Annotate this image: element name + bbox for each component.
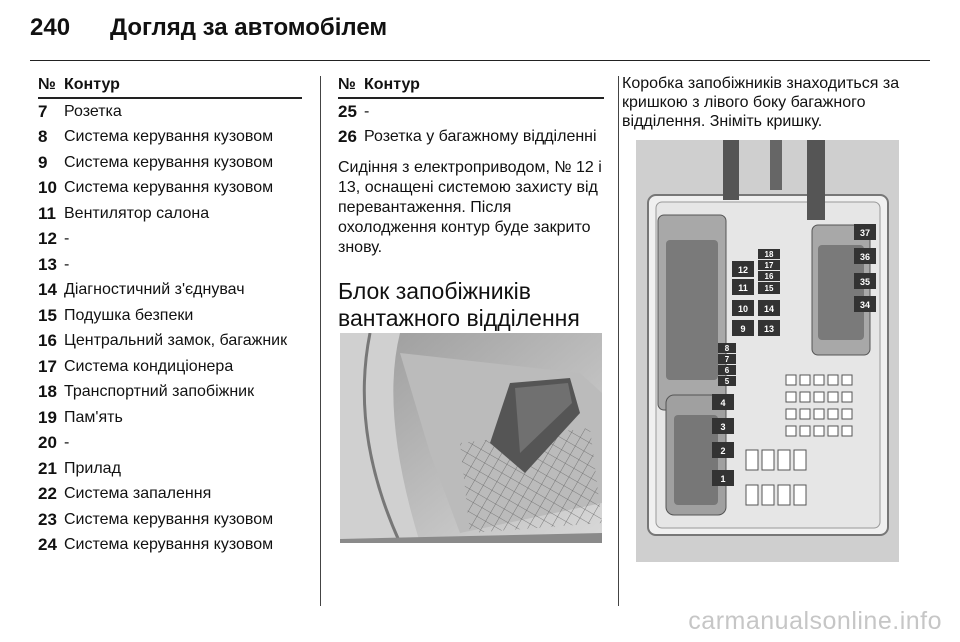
table-row: 12 - bbox=[38, 229, 70, 249]
table-row: 25 - bbox=[338, 101, 370, 121]
table-row: 14 Діагностичний з'єднувач bbox=[38, 280, 245, 300]
column-divider-2 bbox=[618, 76, 619, 606]
fuse-label: 18 bbox=[764, 250, 774, 259]
table-header bbox=[38, 70, 302, 99]
table-row: 24 Система керування кузовом bbox=[38, 535, 274, 555]
col-num-header: № bbox=[338, 76, 356, 93]
fuse-label: 10 bbox=[737, 304, 749, 314]
table-header bbox=[338, 70, 604, 99]
table-row: 11 Вентилятор салона bbox=[38, 203, 210, 223]
col-num-header: № bbox=[38, 76, 56, 93]
page-number: 240 bbox=[30, 14, 71, 41]
fuse-label: 15 bbox=[764, 284, 774, 293]
table-row: 9 Система керування кузовом bbox=[38, 152, 274, 172]
table-row: 13 - bbox=[38, 254, 70, 274]
fuse-label: 37 bbox=[859, 228, 871, 238]
table-row: 17 Система кондиціонера bbox=[38, 356, 234, 376]
fuse-label: 5 bbox=[724, 377, 730, 386]
col-name-header: Контур bbox=[364, 76, 420, 93]
fuse-label: 14 bbox=[763, 304, 775, 314]
table-row: 23 Система керування кузовом bbox=[38, 509, 274, 529]
fuse-label: 4 bbox=[720, 398, 726, 408]
fuse-box-diagram bbox=[636, 140, 899, 562]
table-row: 15 Подушка безпеки bbox=[38, 305, 194, 325]
table-row: 16 Центральний замок, багажник bbox=[38, 331, 288, 351]
header-rule bbox=[30, 60, 930, 61]
fuse-label: 8 bbox=[724, 344, 730, 353]
fuse-label: 6 bbox=[724, 366, 730, 375]
table-row: 8 Система керування кузовом bbox=[38, 127, 274, 147]
page-title: Догляд за автомобілем bbox=[110, 14, 388, 41]
table-row: 22 Система запалення bbox=[38, 484, 212, 504]
fuse-label: 34 bbox=[859, 300, 871, 310]
fuse-label: 17 bbox=[764, 261, 774, 270]
fuse-label: 36 bbox=[859, 252, 871, 262]
table-row: 7 Розетка bbox=[38, 101, 122, 121]
fuse-label: 3 bbox=[720, 422, 726, 432]
fuse-label: 16 bbox=[764, 272, 774, 281]
column-divider-1 bbox=[320, 76, 321, 606]
fuse-label: 7 bbox=[724, 355, 730, 364]
fuse-label: 1 bbox=[720, 474, 726, 484]
middle-column bbox=[338, 70, 604, 332]
overload-note: Сидіння з електроприводом, № 12 і 13, оснащені системою захисту від перевантаження. Після охолодження контур буде закрито знову. bbox=[338, 159, 602, 256]
table-row: 10 Система керування кузовом bbox=[38, 178, 274, 198]
fuse-label: 35 bbox=[859, 277, 871, 287]
trunk-cover-photo bbox=[340, 333, 602, 543]
fuse-label: 12 bbox=[737, 265, 749, 275]
col-name-header: Контур bbox=[64, 76, 120, 93]
fusebox-location-text: Коробка запобіжників знаходиться за кришкою з лівого боку багажного відділення. Зніміть кришку. bbox=[622, 75, 900, 130]
table-row: 20 - bbox=[38, 433, 70, 453]
page-header bbox=[30, 14, 387, 44]
fuse-label: 2 bbox=[720, 446, 726, 456]
table-row: 19 Пам'ять bbox=[38, 407, 123, 427]
fuse-label: 11 bbox=[738, 283, 748, 293]
table-row: 26 Розетка у багажному відділенні bbox=[338, 127, 597, 147]
section-heading: Блок запобіжників вантажного відділення bbox=[338, 278, 580, 331]
fuse-label: 9 bbox=[740, 324, 746, 334]
right-column bbox=[622, 74, 902, 131]
watermark: carmanualsonline.info bbox=[688, 607, 942, 635]
table-row: 21 Прилад bbox=[38, 458, 121, 478]
table-row: 18 Транспортний запобіжник bbox=[38, 382, 255, 402]
fuse-label: 13 bbox=[763, 324, 775, 334]
fuse-table-left bbox=[38, 70, 302, 558]
